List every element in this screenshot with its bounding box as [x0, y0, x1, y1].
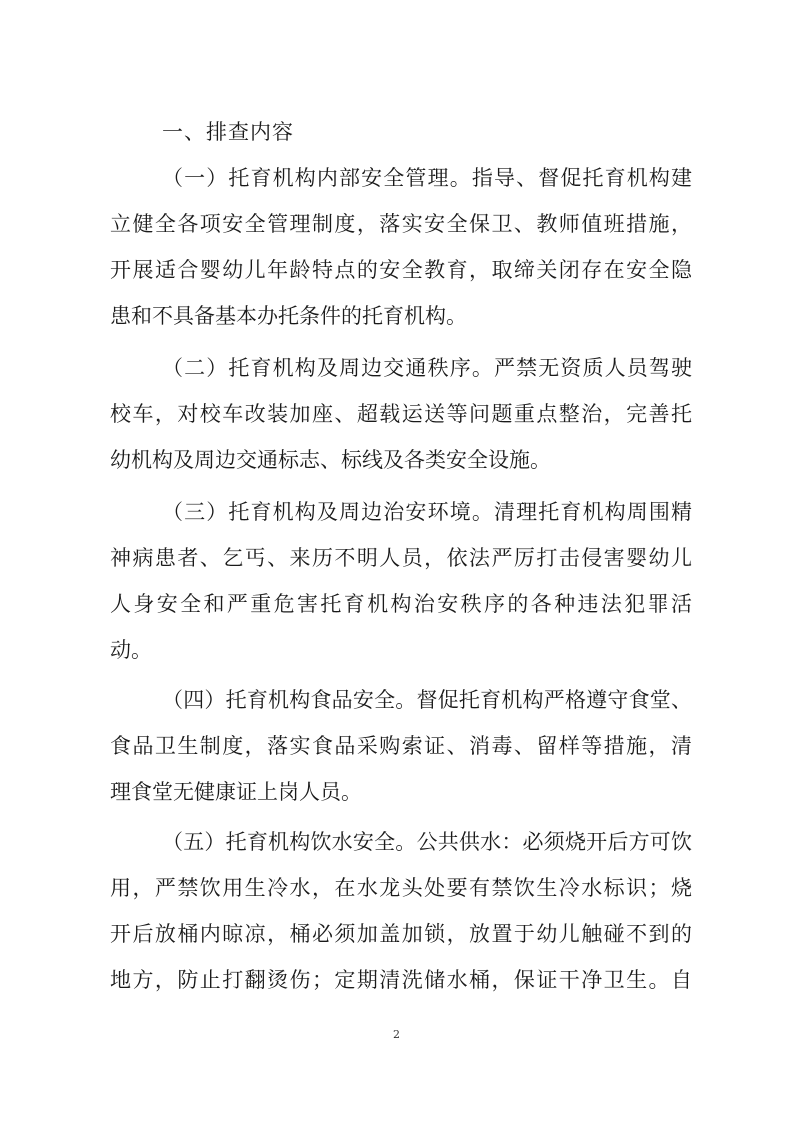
paragraph-2-line-1: （二）托育机构及周边交通秩序。严禁无资质人员驾驶	[162, 356, 692, 380]
section-heading: 一、排查内容	[162, 120, 294, 144]
paragraph-4-line-3: 理食堂无健康证上岗人员。	[110, 780, 362, 804]
page-number: 2	[393, 1028, 400, 1041]
paragraph-4-line-2: 食品卫生制度，落实食品采购索证、消毒、留样等措施，清	[110, 734, 692, 758]
paragraph-5-line-1: （五）托育机构饮水安全。公共供水：必须烧开后方可饮	[162, 830, 692, 854]
paragraph-3-line-3: 人身安全和严重危害托育机构治安秩序的各种违法犯罪活	[110, 592, 692, 616]
paragraph-5-line-2: 用，严禁饮用生冷水，在水龙头处要有禁饮生冷水标识；烧	[110, 876, 692, 900]
paragraph-4-line-1: （四）托育机构食品安全。督促托育机构严格遵守食堂、	[162, 688, 692, 712]
paragraph-5-line-4: 地方，防止打翻烫伤；定期清洗储水桶，保证干净卫生。自	[110, 968, 692, 992]
paragraph-1-line-3: 开展适合婴幼儿年龄特点的安全教育，取缔关闭存在安全隐	[110, 258, 692, 282]
paragraph-2-line-3: 幼机构及周边交通标志、标线及各类安全设施。	[110, 448, 551, 472]
paragraph-3-line-1: （三）托育机构及周边治安环境。清理托育机构周围精	[162, 500, 692, 524]
paragraph-1-line-4: 患和不具备基本办托条件的托育机构。	[110, 304, 467, 328]
paragraph-1-line-2: 立健全各项安全管理制度，落实安全保卫、教师值班措施，	[110, 212, 692, 236]
paragraph-3-line-2: 神病患者、乞丐、来历不明人员，依法严厉打击侵害婴幼儿	[110, 546, 692, 570]
paragraph-2-line-2: 校车，对校车改装加座、超载运送等问题重点整治，完善托	[110, 402, 692, 426]
paragraph-5-line-3: 开后放桶内晾凉，桶必须加盖加锁，放置于幼儿触碰不到的	[110, 922, 692, 946]
paragraph-3-line-4: 动。	[110, 638, 152, 662]
paragraph-1-line-1: （一）托育机构内部安全管理。指导、督促托育机构建	[162, 166, 692, 190]
